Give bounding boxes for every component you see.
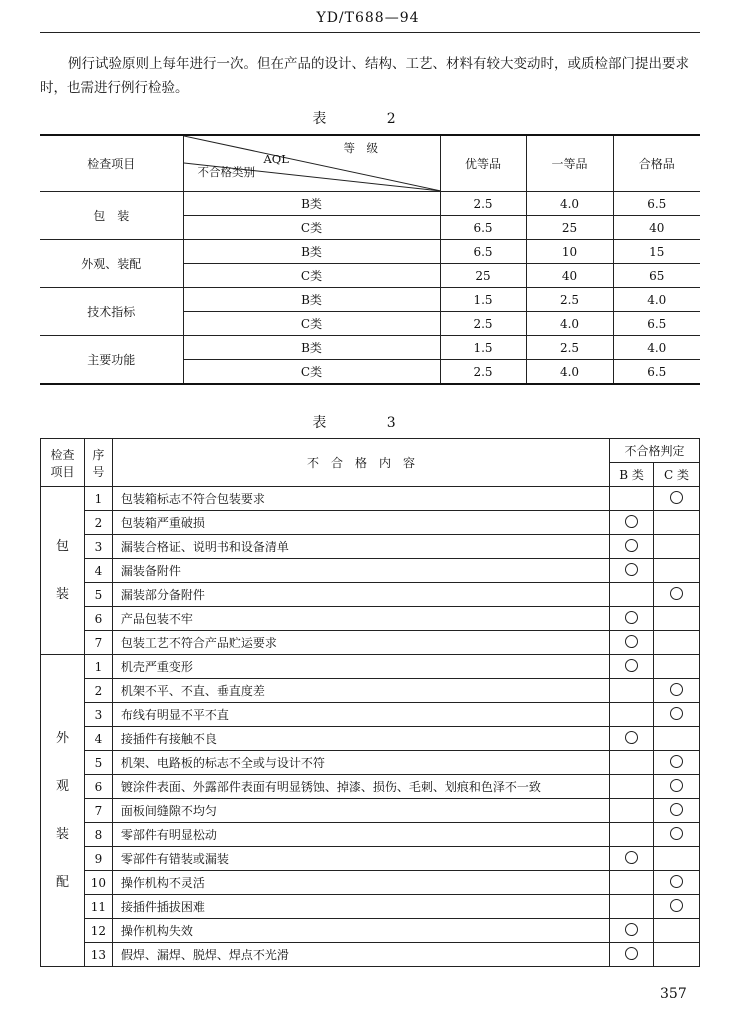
table2-aql-value: 6.5	[440, 216, 526, 240]
table2-grade-header: 合格品	[613, 135, 700, 192]
table3-row	[41, 847, 700, 871]
table3-row-text: 零部件有明显松动	[112, 823, 609, 847]
table3-row	[41, 895, 700, 919]
table3-row-no: 13	[84, 943, 112, 967]
table3-b-cell	[610, 895, 654, 919]
circle-mark-icon	[625, 731, 638, 744]
circle-mark-icon	[670, 683, 683, 696]
table2-class: C类	[183, 360, 440, 385]
table3-row-text: 布线有明显不平不直	[112, 703, 609, 727]
table3-row	[41, 727, 700, 751]
circle-mark-icon	[670, 827, 683, 840]
table3-b-cell	[610, 679, 654, 703]
table3-item	[41, 487, 85, 655]
circle-mark-icon	[625, 947, 638, 960]
table3-row-no: 2	[84, 679, 112, 703]
table2-aql-value: 6.5	[613, 312, 700, 336]
table3-b-cell	[610, 487, 654, 511]
table3-row-text: 漏装部分备附件	[112, 583, 609, 607]
table2-row	[40, 336, 700, 360]
table3-c-cell	[654, 823, 700, 847]
intro-paragraph: 例行试验原则上每年进行一次。但在产品的设计、结构、工艺、材料有较大变动时，或质检部门提出要求时，也需进行例行检验。	[40, 56, 689, 96]
table3-row-no: 11	[84, 895, 112, 919]
table2-aql-value: 65	[613, 264, 700, 288]
col-item-line1: 检查	[50, 447, 75, 462]
table3-b-cell	[610, 775, 654, 799]
table2-diagonal-header	[183, 135, 440, 192]
table3-b-cell	[610, 535, 654, 559]
table3-b-cell	[610, 919, 654, 943]
circle-mark-icon	[625, 851, 638, 864]
circle-mark-icon	[670, 707, 683, 720]
table3-row-text: 接插件插拔困难	[112, 895, 609, 919]
table3-row	[41, 655, 700, 679]
table3-c-cell	[654, 703, 700, 727]
document-header: YD/T688—94	[316, 10, 420, 26]
table3-row-no: 7	[84, 631, 112, 655]
table3-b-cell	[610, 631, 654, 655]
table3-row-no: 3	[84, 703, 112, 727]
table3-row-no: 7	[84, 799, 112, 823]
table3-row	[41, 511, 700, 535]
table2-aql-value: 40	[613, 216, 700, 240]
table2-class: B类	[183, 192, 440, 216]
table2-class: B类	[183, 288, 440, 312]
table3-row-text: 操作机构失效	[112, 919, 609, 943]
table3-item	[41, 655, 85, 967]
table3-row-no: 12	[84, 919, 112, 943]
circle-mark-icon	[670, 779, 683, 792]
table3-row	[41, 943, 700, 967]
table2-aql-value: 4.0	[613, 288, 700, 312]
table3-c-cell	[654, 943, 700, 967]
header-rule	[40, 32, 700, 33]
table3-item-char: 配	[55, 874, 69, 890]
table2-row	[40, 288, 700, 312]
table3-b-cell	[610, 943, 654, 967]
table3-c-cell	[654, 679, 700, 703]
circle-mark-icon	[625, 515, 638, 528]
table3-c-cell	[654, 895, 700, 919]
table3-row	[41, 799, 700, 823]
table3-item-char: 装	[55, 586, 69, 602]
table3-row	[41, 535, 700, 559]
table3-row-no: 6	[84, 607, 112, 631]
table3-b-cell	[610, 727, 654, 751]
table3-col-judge: 不合格判定	[610, 439, 700, 463]
table3-b-cell	[610, 559, 654, 583]
table2-aql-value: 40	[526, 264, 613, 288]
table2-item: 技术指标	[40, 288, 183, 336]
table3-row-text: 包装工艺不符合产品贮运要求	[112, 631, 609, 655]
table2-aql-value: 2.5	[440, 312, 526, 336]
table3-c-cell	[654, 751, 700, 775]
table3-row-text: 漏装合格证、说明书和设备清单	[112, 535, 609, 559]
circle-mark-icon	[670, 587, 683, 600]
table3-c-cell	[654, 775, 700, 799]
table3-item-char: 包	[55, 538, 69, 554]
table3-row-text: 零部件有错装或漏装	[112, 847, 609, 871]
table3-row-text: 漏装备附件	[112, 559, 609, 583]
table3-b-cell	[610, 751, 654, 775]
table2-grade-header: 优等品	[440, 135, 526, 192]
table3-header-row	[41, 439, 700, 463]
table2-item: 外观、装配	[40, 240, 183, 288]
table2-item: 主要功能	[40, 336, 183, 385]
table3-row-no: 4	[84, 727, 112, 751]
table2-aql-value: 2.5	[440, 360, 526, 385]
table3-row-no: 6	[84, 775, 112, 799]
col-item-line2: 项目	[50, 464, 75, 479]
table2-aql-value: 15	[613, 240, 700, 264]
table3-b-cell	[610, 847, 654, 871]
table3-col-b: B 类	[610, 463, 654, 487]
table3-row	[41, 583, 700, 607]
table3-row-no: 8	[84, 823, 112, 847]
table2-row	[40, 240, 700, 264]
table2-header-row	[40, 135, 700, 192]
table3-row-text: 镀涂件表面、外露部件表面有明显锈蚀、掉漆、损伤、毛刺、划痕和色泽不一致	[112, 775, 609, 799]
table2-aql-value: 25	[440, 264, 526, 288]
table2-aql-value: 6.5	[440, 240, 526, 264]
diag-class-label: 不合格类别	[197, 165, 255, 179]
table3-c-cell	[654, 583, 700, 607]
table3-row-no: 10	[84, 871, 112, 895]
table3-row-no: 1	[84, 487, 112, 511]
table3-row	[41, 703, 700, 727]
page-number: 357	[660, 986, 687, 1002]
table3-row-text: 机壳严重变形	[112, 655, 609, 679]
table3-row-text: 机架不平、不直、垂直度差	[112, 679, 609, 703]
table3-item-char: 观	[55, 778, 69, 794]
table3-row-text: 产品包装不牢	[112, 607, 609, 631]
table3-c-cell	[654, 871, 700, 895]
table3-row-text: 面板间缝隙不均匀	[112, 799, 609, 823]
col-no-line1: 序	[92, 447, 105, 462]
table2-aql-value: 6.5	[613, 360, 700, 385]
table3-c-cell	[654, 727, 700, 751]
table3-row-no: 1	[84, 655, 112, 679]
table3-row	[41, 823, 700, 847]
circle-mark-icon	[670, 755, 683, 768]
circle-mark-icon	[670, 875, 683, 888]
table3-col-c: C 类	[654, 463, 700, 487]
table3-b-cell	[610, 703, 654, 727]
table2-class: C类	[183, 264, 440, 288]
table3-row-no: 4	[84, 559, 112, 583]
table3-row-text: 包装箱标志不符合包装要求	[112, 487, 609, 511]
table3-c-cell	[654, 535, 700, 559]
table2-aql-value: 2.5	[526, 336, 613, 360]
table3-row-text: 机架、电路板的标志不全或与设计不符	[112, 751, 609, 775]
table2-caption: 表 2	[312, 111, 424, 127]
circle-mark-icon	[625, 635, 638, 648]
table2-col-item: 检查项目	[40, 135, 183, 192]
table2-aql-value: 2.5	[526, 288, 613, 312]
table3-b-cell	[610, 823, 654, 847]
table3-c-cell	[654, 655, 700, 679]
table3-caption: 表 3	[312, 415, 424, 431]
table2-aql-value: 1.5	[440, 288, 526, 312]
table2-aql-value: 25	[526, 216, 613, 240]
table3-item-char: 装	[55, 826, 69, 842]
table3-c-cell	[654, 607, 700, 631]
circle-mark-icon	[625, 659, 638, 672]
table2-aql-value: 4.0	[613, 336, 700, 360]
table3-row-no: 9	[84, 847, 112, 871]
table3-b-cell	[610, 607, 654, 631]
table3-b-cell	[610, 799, 654, 823]
table3-c-cell	[654, 487, 700, 511]
table3-c-cell	[654, 847, 700, 871]
table3-c-cell	[654, 511, 700, 535]
table3-row-no: 3	[84, 535, 112, 559]
table-2	[40, 134, 700, 385]
table3-col-content: 不 合 格 内 容	[112, 439, 609, 487]
table-3	[40, 438, 700, 967]
table3-b-cell	[610, 871, 654, 895]
table3-row-text: 接插件有接触不良	[112, 727, 609, 751]
table3-row	[41, 487, 700, 511]
table3-row-no: 5	[84, 751, 112, 775]
table3-row-no: 2	[84, 511, 112, 535]
table3-row	[41, 679, 700, 703]
diag-aql-label: AQL	[263, 152, 289, 166]
table3-row-text: 假焊、漏焊、脱焊、焊点不光滑	[112, 943, 609, 967]
table3-row-no: 5	[84, 583, 112, 607]
table3-row-text: 包装箱严重破损	[112, 511, 609, 535]
table3-row	[41, 751, 700, 775]
table2-grade-header: 一等品	[526, 135, 613, 192]
table3-c-cell	[654, 799, 700, 823]
circle-mark-icon	[670, 491, 683, 504]
table2-aql-value: 10	[526, 240, 613, 264]
circle-mark-icon	[625, 611, 638, 624]
circle-mark-icon	[625, 563, 638, 576]
table2-class: B类	[183, 336, 440, 360]
table2-aql-value: 4.0	[526, 192, 613, 216]
table3-b-cell	[610, 511, 654, 535]
table3-row	[41, 775, 700, 799]
table2-item: 包 装	[40, 192, 183, 240]
table3-row	[41, 871, 700, 895]
diag-grade-label: 等 级	[343, 141, 378, 155]
table3-b-cell	[610, 655, 654, 679]
circle-mark-icon	[670, 803, 683, 816]
circle-mark-icon	[625, 923, 638, 936]
table3-col-no	[84, 439, 112, 487]
table2-aql-value: 4.0	[526, 312, 613, 336]
table2-row	[40, 192, 700, 216]
table2-class: C类	[183, 312, 440, 336]
table3-c-cell	[654, 559, 700, 583]
table2-aql-value: 4.0	[526, 360, 613, 385]
table2-aql-value: 1.5	[440, 336, 526, 360]
col-no-line2: 号	[92, 464, 105, 479]
circle-mark-icon	[625, 539, 638, 552]
table3-row-text: 操作机构不灵活	[112, 871, 609, 895]
circle-mark-icon	[670, 899, 683, 912]
table2-class: C类	[183, 216, 440, 240]
table3-row	[41, 559, 700, 583]
table2-aql-value: 6.5	[613, 192, 700, 216]
table3-item-char: 外	[55, 730, 69, 746]
table3-row	[41, 607, 700, 631]
table3-col-item	[41, 439, 85, 487]
table2-aql-value: 2.5	[440, 192, 526, 216]
table3-c-cell	[654, 631, 700, 655]
table3-b-cell	[610, 583, 654, 607]
table3-row	[41, 631, 700, 655]
table3-c-cell	[654, 919, 700, 943]
table3-row	[41, 919, 700, 943]
table2-class: B类	[183, 240, 440, 264]
